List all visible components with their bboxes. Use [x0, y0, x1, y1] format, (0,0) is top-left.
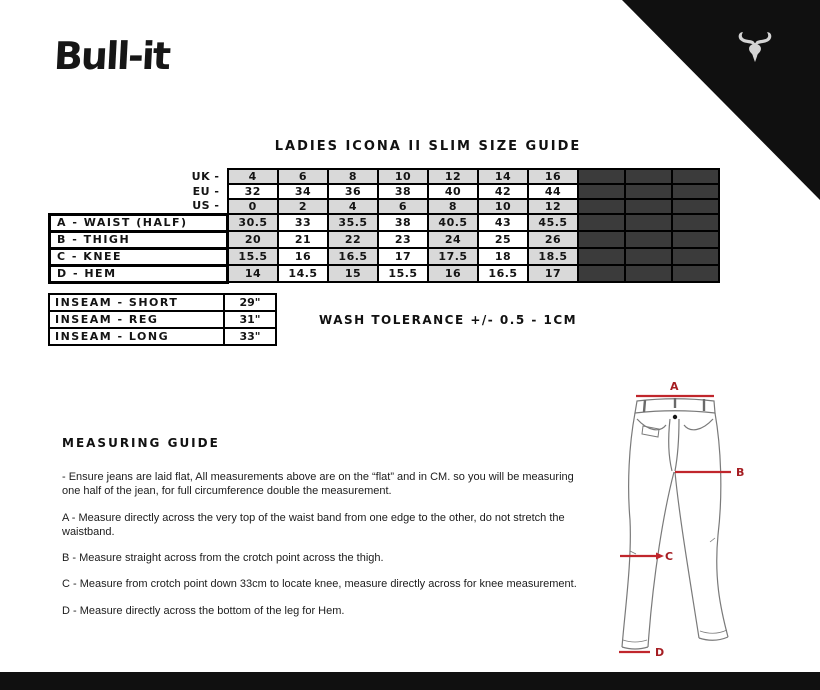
empty-dark-cell [625, 248, 672, 265]
size-value-cell: 16 [428, 265, 478, 282]
size-value-cell: 15.5 [228, 248, 279, 265]
size-header-cell: 6 [378, 199, 428, 214]
diagram-label-b: B [736, 466, 746, 479]
size-body-row [50, 214, 720, 231]
size-value-cell: 15 [328, 265, 378, 282]
empty-dark-cell [672, 265, 719, 282]
size-value-cell: 24 [428, 231, 478, 248]
inseam-row [49, 328, 276, 345]
empty-dark-cell [578, 265, 625, 282]
size-header-cell: 36 [328, 184, 378, 199]
size-value-cell: 17 [378, 248, 428, 265]
size-header-cell: 32 [228, 184, 279, 199]
size-body-row [50, 248, 720, 265]
size-value-cell: 18 [478, 248, 528, 265]
size-value-cell: 33 [278, 214, 328, 231]
size-table-body [50, 169, 720, 282]
size-header-cell: 6 [278, 169, 328, 184]
size-header-cell: 44 [528, 184, 578, 199]
guide-paragraph: - Ensure jeans are laid flat, All measurements above are on the “flat” and in CM. so you will be measuring one half of the jean, for full circumference double the measurement. [62, 471, 574, 498]
size-value-cell: 43 [478, 214, 528, 231]
size-body-row [50, 265, 720, 282]
measurement-lines [619, 396, 731, 652]
size-header-row [50, 199, 720, 214]
size-value-cell: 15.5 [378, 265, 428, 282]
size-value-cell: 25 [478, 231, 528, 248]
empty-dark-cell [578, 248, 625, 265]
bull-horns-icon [733, 28, 777, 76]
empty-dark-cell [625, 265, 672, 282]
measuring-guide [62, 436, 577, 630]
empty-dark-cell [578, 184, 625, 199]
size-value-cell: 23 [378, 231, 428, 248]
empty-dark-cell [672, 248, 719, 265]
measuring-guide-title: MEASURING GUIDE [62, 436, 220, 450]
size-value-cell: 14.5 [278, 265, 328, 282]
measuring-guide-paragraphs [62, 470, 577, 618]
guide-paragraph: B - Measure straight across from the crotch point across the thigh. [62, 552, 384, 565]
inseam-value: 31" [224, 311, 276, 328]
size-header-cell: 10 [378, 169, 428, 184]
wash-tolerance-note: WASH TOLERANCE +/- 0.5 - 1CM [319, 313, 578, 327]
size-value-cell: 30.5 [228, 214, 279, 231]
measurement-row-label: B - THIGH [50, 231, 228, 248]
empty-dark-cell [672, 169, 719, 184]
empty-dark-cell [625, 184, 672, 199]
guide-paragraph: A - Measure directly across the very top of the waist band from one edge to the other, do not stretch the waistband. [62, 511, 565, 538]
size-header-cell: 38 [378, 184, 428, 199]
size-header-cell: 8 [328, 169, 378, 184]
jeans-outline [622, 398, 728, 649]
size-header-cell: 12 [528, 199, 578, 214]
inseam-row [49, 311, 276, 328]
footer-bar [0, 672, 820, 690]
diagram-label-a: A [670, 380, 680, 393]
size-header-cell: 10 [478, 199, 528, 214]
size-value-cell: 22 [328, 231, 378, 248]
empty-dark-cell [672, 199, 719, 214]
size-value-cell: 18.5 [528, 248, 578, 265]
empty-dark-cell [625, 231, 672, 248]
size-value-cell: 16 [278, 248, 328, 265]
size-value-cell: 20 [228, 231, 279, 248]
inseam-table-body [49, 294, 276, 345]
size-header-row [50, 169, 720, 184]
diagram-label-d: D [655, 646, 666, 659]
measurement-row-label: A - WAIST (HALF) [50, 214, 228, 231]
jeans-diagram [604, 375, 754, 665]
inseam-label: INSEAM - SHORT [49, 294, 224, 311]
inseam-label: INSEAM - LONG [49, 328, 224, 345]
size-header-cell: 2 [278, 199, 328, 214]
size-header-cell: 4 [228, 169, 279, 184]
size-value-cell: 40.5 [428, 214, 478, 231]
inseam-label: INSEAM - REG [49, 311, 224, 328]
size-header-cell: 8 [428, 199, 478, 214]
size-header-cell: 34 [278, 184, 328, 199]
size-header-label: US - [50, 199, 228, 214]
size-value-cell: 14 [228, 265, 279, 282]
knee-arrowhead [656, 553, 664, 560]
empty-dark-cell [625, 169, 672, 184]
empty-dark-cell [672, 184, 719, 199]
size-value-cell: 26 [528, 231, 578, 248]
guide-paragraph: C - Measure from crotch point down 33cm to locate knee, measure directly across for knee measurement. [62, 578, 577, 591]
empty-dark-cell [672, 231, 719, 248]
size-value-cell: 16.5 [478, 265, 528, 282]
empty-dark-cell [672, 214, 719, 231]
inseam-value: 33" [224, 328, 276, 345]
size-value-cell: 16.5 [328, 248, 378, 265]
size-header-cell: 42 [478, 184, 528, 199]
diagram-label-c: C [665, 550, 675, 563]
size-header-label: UK - [50, 169, 228, 184]
inseam-table [48, 293, 277, 346]
size-header-label: EU - [50, 184, 228, 199]
page-title: LADIES ICONA II SLIM SIZE GUIDE [274, 139, 582, 154]
size-value-cell: 38 [378, 214, 428, 231]
size-header-row [50, 184, 720, 199]
inseam-value: 29" [224, 294, 276, 311]
empty-dark-cell [625, 214, 672, 231]
measurement-row-label: C - KNEE [50, 248, 228, 265]
size-value-cell: 45.5 [528, 214, 578, 231]
size-value-cell: 21 [278, 231, 328, 248]
size-header-cell: 4 [328, 199, 378, 214]
size-body-row [50, 231, 720, 248]
size-table [48, 168, 720, 284]
size-value-cell: 17 [528, 265, 578, 282]
bullit-logo: Bull-it [52, 34, 171, 78]
guide-paragraph: D - Measure directly across the bottom of the leg for Hem. [62, 604, 345, 617]
size-header-cell: 0 [228, 199, 279, 214]
empty-dark-cell [578, 214, 625, 231]
size-header-cell: 12 [428, 169, 478, 184]
empty-dark-cell [578, 169, 625, 184]
size-header-cell: 16 [528, 169, 578, 184]
inseam-row [49, 294, 276, 311]
size-header-cell: 14 [478, 169, 528, 184]
empty-dark-cell [578, 231, 625, 248]
empty-dark-cell [578, 199, 625, 214]
size-value-cell: 35.5 [328, 214, 378, 231]
empty-dark-cell [625, 199, 672, 214]
size-value-cell: 17.5 [428, 248, 478, 265]
measurement-row-label: D - HEM [50, 265, 228, 282]
size-header-cell: 40 [428, 184, 478, 199]
